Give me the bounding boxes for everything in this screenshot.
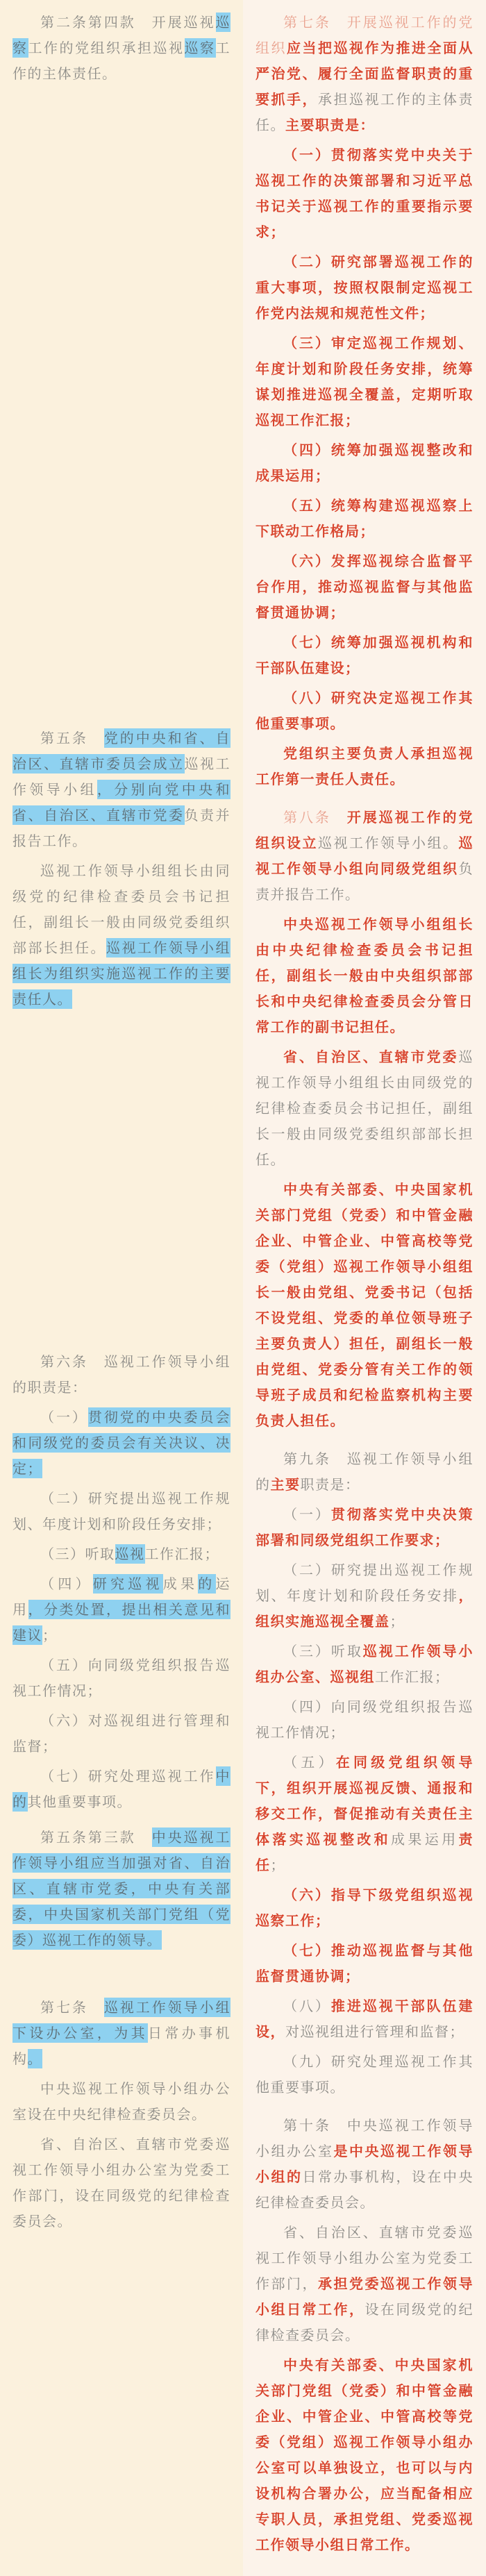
article-7-item-2-segment: （二）研究部署巡视工作的重大事项，按照权限制定巡视工作党内法规和规范性文件； bbox=[255, 253, 474, 321]
article-7-item-3 bbox=[255, 331, 474, 433]
article-7-item-4 bbox=[255, 437, 474, 489]
article-7-old-p3 bbox=[12, 2132, 231, 2234]
article-5-p2-segment: 巡视工作领导小组组长由同级党的纪律检查委员会书记担任，副组长一般由同级党委组织部部长担任。 bbox=[12, 862, 231, 956]
article-9-item-4 bbox=[255, 1694, 474, 1746]
article-8-p4-segment: 中央有关部委、中央国家机关部门党组（党委）和中管金融企业、中管企业、中管高校等党委（党组）巡视工作领导小组组长一般由党组、党委书记（包括不设党组、党委的单位领导班子主要负责人）担任，副组长一般由党组、党委分管有关工作的领导班子成员和纪检监察机构主要负责人担任。 bbox=[255, 1181, 474, 1429]
article-8-p1 bbox=[255, 805, 474, 908]
article-7-old-p1 bbox=[12, 1995, 231, 2072]
article-5-clause-3-text bbox=[12, 1825, 231, 1953]
article-10-p3 bbox=[255, 2352, 474, 2558]
article-5-p1-segment: ，分别向党中央和省、自治区、直辖市党委 bbox=[12, 781, 231, 823]
article-9-item-7 bbox=[255, 1938, 474, 1989]
article-7-old-p1-segment: 巡视工作领导小组下设办公室，为其 bbox=[12, 1999, 231, 2041]
article-6-item-3 bbox=[12, 1541, 231, 1567]
article-6-item-4-segment: （四） bbox=[40, 1575, 93, 1592]
article-9-lead bbox=[255, 1446, 474, 1498]
article-6-item-7-segment: 其他重要事项。 bbox=[27, 1793, 132, 1810]
article-2-clause-4-block bbox=[12, 10, 231, 87]
article-8-p1-segment: 负责并报告工作。 bbox=[255, 860, 474, 903]
article-9-item-3 bbox=[255, 1639, 474, 1690]
article-6-item-5 bbox=[12, 1653, 231, 1704]
article-2-clause-4-text-segment: 第二条第四款 开展巡视 bbox=[40, 14, 216, 31]
article-2-clause-4-text bbox=[12, 10, 231, 87]
article-9-item-6 bbox=[255, 1882, 474, 1934]
article-9-item-8-segment: 推进巡视干部队伍建设， bbox=[255, 1998, 474, 2040]
article-7-item-5-segment: （五）统筹构建巡视巡察上下联动工作格局； bbox=[255, 497, 474, 540]
article-6-item-1 bbox=[12, 1405, 231, 1482]
article-6-item-3-segment: 工作汇报； bbox=[144, 1546, 219, 1562]
article-8-p1-segment: 巡视工作领导小组。 bbox=[318, 835, 459, 851]
article-6-item-4-segment: ，分类处置，提出相关意见和建议 bbox=[12, 1601, 231, 1644]
article-6-item-2 bbox=[12, 1486, 231, 1537]
article-7-lead-segment: 主要职责是： bbox=[285, 117, 375, 133]
article-10-p2-segment: 承担党委巡视工作领导小组日常工作， bbox=[255, 2275, 474, 2318]
article-6-item-4-segment: 成果 bbox=[162, 1575, 199, 1592]
article-7-lead-segment: 第七条 开展巡视工作的党组织 bbox=[255, 14, 474, 56]
article-2-clause-4-text-segment: 巡察 bbox=[12, 14, 231, 56]
article-9-item-1 bbox=[255, 1502, 474, 1553]
article-6-item-7-segment: 中的 bbox=[12, 1768, 231, 1810]
article-7-old-p2-segment: 中央巡视工作领导小组办公室设在中央纪律检查委员会。 bbox=[12, 2080, 231, 2123]
article-9-item-8 bbox=[255, 1993, 474, 2045]
article-2-clause-4-text-segment: 工作的主体责任。 bbox=[12, 40, 231, 82]
article-6-item-7-segment: （七）研究处理巡视工作 bbox=[40, 1768, 216, 1784]
article-5-p1 bbox=[12, 726, 231, 854]
article-6-item-4-segment: 运用 bbox=[12, 1575, 231, 1618]
article-7-item-6-segment: （六）发挥巡视综合监督平台作用，推动巡视监督与其他监督贯通协调； bbox=[255, 553, 474, 621]
article-5-p1-segment: 第五条 bbox=[40, 730, 104, 746]
article-6-block bbox=[12, 1349, 231, 1953]
article-10-p3-segment: 中央有关部委、中央国家机关部门党组（党委）和中管金融企业、中管企业、中管高校等党委（党组）巡视工作领导小组办公室可以单独设立，也可以与内设机构合署办公，应当配备相应专职人员，承担党组、党委巡视工作领导小组日常工作。 bbox=[255, 2357, 474, 2553]
article-9-item-2-segment: （二）研究提出巡视工作规划、年度计划和阶段任务安排 bbox=[255, 1562, 474, 1604]
article-9-item-2 bbox=[255, 1557, 474, 1634]
article-8-p3-segment: 巡视工作领导小组组长由同级党的纪律检查委员会书记担任，副组长一般由同级党委组织部部长担任。 bbox=[255, 1048, 474, 1168]
article-7-item-3-segment: （三）审定巡视工作规划、年度计划和阶段任务安排，统筹谋划推进巡视全覆盖，定期听取巡视工作汇报； bbox=[255, 335, 474, 428]
article-9-item-8-segment: 对巡视组进行管理和监督； bbox=[285, 2023, 464, 2040]
article-6-item-2-segment: （二）研究提出巡视工作规划、年度计划和阶段任务安排； bbox=[12, 1490, 231, 1532]
article-8-p3-segment: 省、自治区、直辖市党委 bbox=[283, 1048, 459, 1065]
article-10-p1-segment: 是中央巡视工作领导小组的 bbox=[255, 2143, 474, 2185]
article-2-clause-4-text-segment: 巡察 bbox=[184, 40, 216, 56]
article-6-item-1-segment: 贯彻党的中央委员会和同级党的委员会有关决议、决定； bbox=[12, 1409, 231, 1477]
right-column-new-regulation bbox=[243, 0, 486, 2576]
article-7-item-2 bbox=[255, 249, 474, 326]
article-8-p1-segment: 开展巡视工作的党组织设立 bbox=[255, 809, 474, 851]
article-7-item-6 bbox=[255, 549, 474, 626]
article-5-p2 bbox=[12, 858, 231, 1012]
article-6-item-6 bbox=[12, 1708, 231, 1759]
article-7-item-7-segment: （七）统筹加强巡视机构和干部队伍建设； bbox=[255, 634, 474, 676]
article-7-closing-segment: 党组织主要负责人承担巡视工作第一责任人责任。 bbox=[255, 745, 474, 787]
article-5-p1-segment: 巡视工作领导小组 bbox=[12, 755, 231, 798]
article-9-item-3-segment: （三）听取 bbox=[283, 1643, 363, 1659]
article-6-item-6-segment: （六）对巡视组进行管理和监督； bbox=[12, 1712, 231, 1755]
article-9-item-5 bbox=[255, 1750, 474, 1878]
article-9-lead-segment: 第九条 巡视工作领导小组的 bbox=[255, 1450, 474, 1493]
article-9-item-4-segment: （四）向同级党组织报告巡视工作情况； bbox=[255, 1698, 474, 1741]
article-10-p1-segment: 日常办事机构，设在中央纪律检查委员会。 bbox=[255, 2168, 474, 2211]
article-7-item-7 bbox=[255, 630, 474, 681]
article-9-lead-segment: 主要 bbox=[270, 1476, 301, 1493]
article-9-item-5-segment: 成果运用 bbox=[391, 1831, 459, 1848]
article-7-closing bbox=[255, 741, 474, 792]
article-9-item-7-segment: （七）推动巡视监督与其他监督贯通协调； bbox=[255, 1942, 474, 1984]
article-9-lead-segment: 职责是： bbox=[300, 1476, 360, 1493]
article-2-clause-4-text-segment: 工作的党组织承担巡视 bbox=[28, 40, 185, 56]
article-6-item-5-segment: （五）向同级党组织报告巡视工作情况； bbox=[12, 1657, 231, 1699]
article-10-p2-segment: 设在同级党的纪律检查委员会。 bbox=[255, 2301, 474, 2343]
article-10-p1 bbox=[255, 2113, 474, 2216]
article-7-lead-segment: 承担巡视工作的主体责任。 bbox=[255, 91, 474, 133]
article-9-item-1-segment: 贯彻落实党中央决策部署和同级党组织工作要求； bbox=[255, 1506, 474, 1548]
article-7-old-p1-segment: 日常办事机构 bbox=[12, 2025, 231, 2067]
article-6-item-1-segment: （一） bbox=[40, 1409, 88, 1425]
article-5-p1-segment: 党的中央和省、自治区、直辖市委员会成立 bbox=[12, 730, 231, 772]
article-7-lead bbox=[255, 10, 474, 138]
article-7-old-p3-segment: 省、自治区、直辖市党委巡视工作领导小组办公室为党委工作部门，设在同级党的纪律检查委员会。 bbox=[12, 2136, 231, 2230]
article-9-item-6-segment: （六）指导下级党组织巡视巡察工作； bbox=[255, 1887, 474, 1929]
article-6-item-4-segment: 研究巡视 bbox=[92, 1575, 163, 1592]
article-6-item-7 bbox=[12, 1764, 231, 1815]
article-10-p2-segment: 省、自治区、直辖市党委巡视工作领导小组办公室为党委工作部门， bbox=[255, 2224, 474, 2292]
article-7-lead-segment: 应当把巡视作为推进全面从严治党、履行全面监督职责的重要抓手， bbox=[255, 40, 474, 108]
article-9-item-5-segment: （五） bbox=[283, 1754, 336, 1771]
article-6-item-3-segment: 巡视 bbox=[115, 1546, 145, 1562]
article-9-item-2-segment: ； bbox=[389, 1613, 405, 1630]
article-5-p2-segment: 巡视工作领导小组组长为组织实施巡视工作的主要责任人。 bbox=[12, 939, 231, 1007]
article-5-clause-3-text-segment: 第五条第三款 bbox=[40, 1829, 152, 1846]
article-6-item-3-segment: （三）听取 bbox=[40, 1546, 115, 1562]
article-9-item-9 bbox=[255, 2049, 474, 2100]
article-9-item-3-segment: 巡视工作领导小组办公室、巡视组 bbox=[255, 1643, 474, 1685]
article-9-item-5-segment: 责任 bbox=[255, 1831, 474, 1873]
article-6-item-4-segment: ； bbox=[42, 1627, 58, 1644]
article-5-p1-segment: 负责并报告工作。 bbox=[12, 807, 231, 849]
article-7-old-p2 bbox=[12, 2076, 231, 2127]
article-5-clause-3-text-segment: 中央巡视工作领导小组应当加强对省、自治区、直辖市党委，中央有关部委，中央国家机关部门党组（党委）巡视工作的领导。 bbox=[12, 1829, 231, 1948]
article-9-item-8-segment: （八） bbox=[283, 1998, 331, 2014]
article-8-p1-segment: 巡视工作领导小组向同级党组织 bbox=[255, 835, 474, 877]
article-10-p1-segment: 第十条 中央巡视工作领导小组办公室 bbox=[255, 2117, 474, 2159]
article-8-p4 bbox=[255, 1177, 474, 1434]
article-7-old-block bbox=[12, 1995, 231, 2234]
article-7-old-p1-segment: 第七条 bbox=[40, 1999, 104, 2016]
article-6-lead-segment: 第六条 巡视工作领导小组的职责是： bbox=[12, 1353, 231, 1396]
article-7-item-1-segment: （一）贯彻落实党中央关于巡视工作的决策部署和习近平总书记关于巡视工作的重要指示要求； bbox=[255, 147, 474, 240]
article-8-p3 bbox=[255, 1044, 474, 1173]
article-9-item-9-segment: （九）研究处理巡视工作其他重要事项。 bbox=[255, 2053, 474, 2096]
article-6-lead bbox=[12, 1349, 231, 1400]
article-6-item-4 bbox=[12, 1571, 231, 1648]
article-8-p1-segment: 第八条 bbox=[283, 809, 347, 826]
article-9-item-5-segment: ； bbox=[270, 1857, 285, 1873]
article-7-item-4-segment: （四）统筹加强巡视整改和成果运用； bbox=[255, 442, 474, 484]
article-7-item-8 bbox=[255, 685, 474, 737]
article-9-item-2-segment: ，组织实施巡视全覆盖 bbox=[255, 1587, 474, 1630]
article-7-item-1 bbox=[255, 142, 474, 245]
article-10-p2 bbox=[255, 2220, 474, 2348]
article-6-item-4-segment: 的 bbox=[198, 1575, 216, 1592]
article-9-item-1-segment: （一） bbox=[283, 1506, 331, 1523]
article-5-block bbox=[12, 726, 231, 1012]
article-9-item-3-segment: 工作汇报； bbox=[375, 1668, 450, 1685]
article-8-p2-segment: 中央巡视工作领导小组组长由中央纪律检查委员会书记担任，副组长一般由中央组织部部长和中央纪律检查委员会分管日常工作的副书记担任。 bbox=[255, 916, 474, 1035]
article-9-item-5-segment: 在同级党组织领导下，组织开展巡视反馈、通报和移交工作，督促推动有关责任主体落实巡视整改和 bbox=[255, 1754, 474, 1848]
article-8-p2 bbox=[255, 912, 474, 1040]
article-7-old-p1-segment: 。 bbox=[27, 2050, 42, 2067]
article-7-item-5 bbox=[255, 493, 474, 544]
article-7-item-8-segment: （八）研究决定巡视工作其他重要事项。 bbox=[255, 689, 474, 732]
